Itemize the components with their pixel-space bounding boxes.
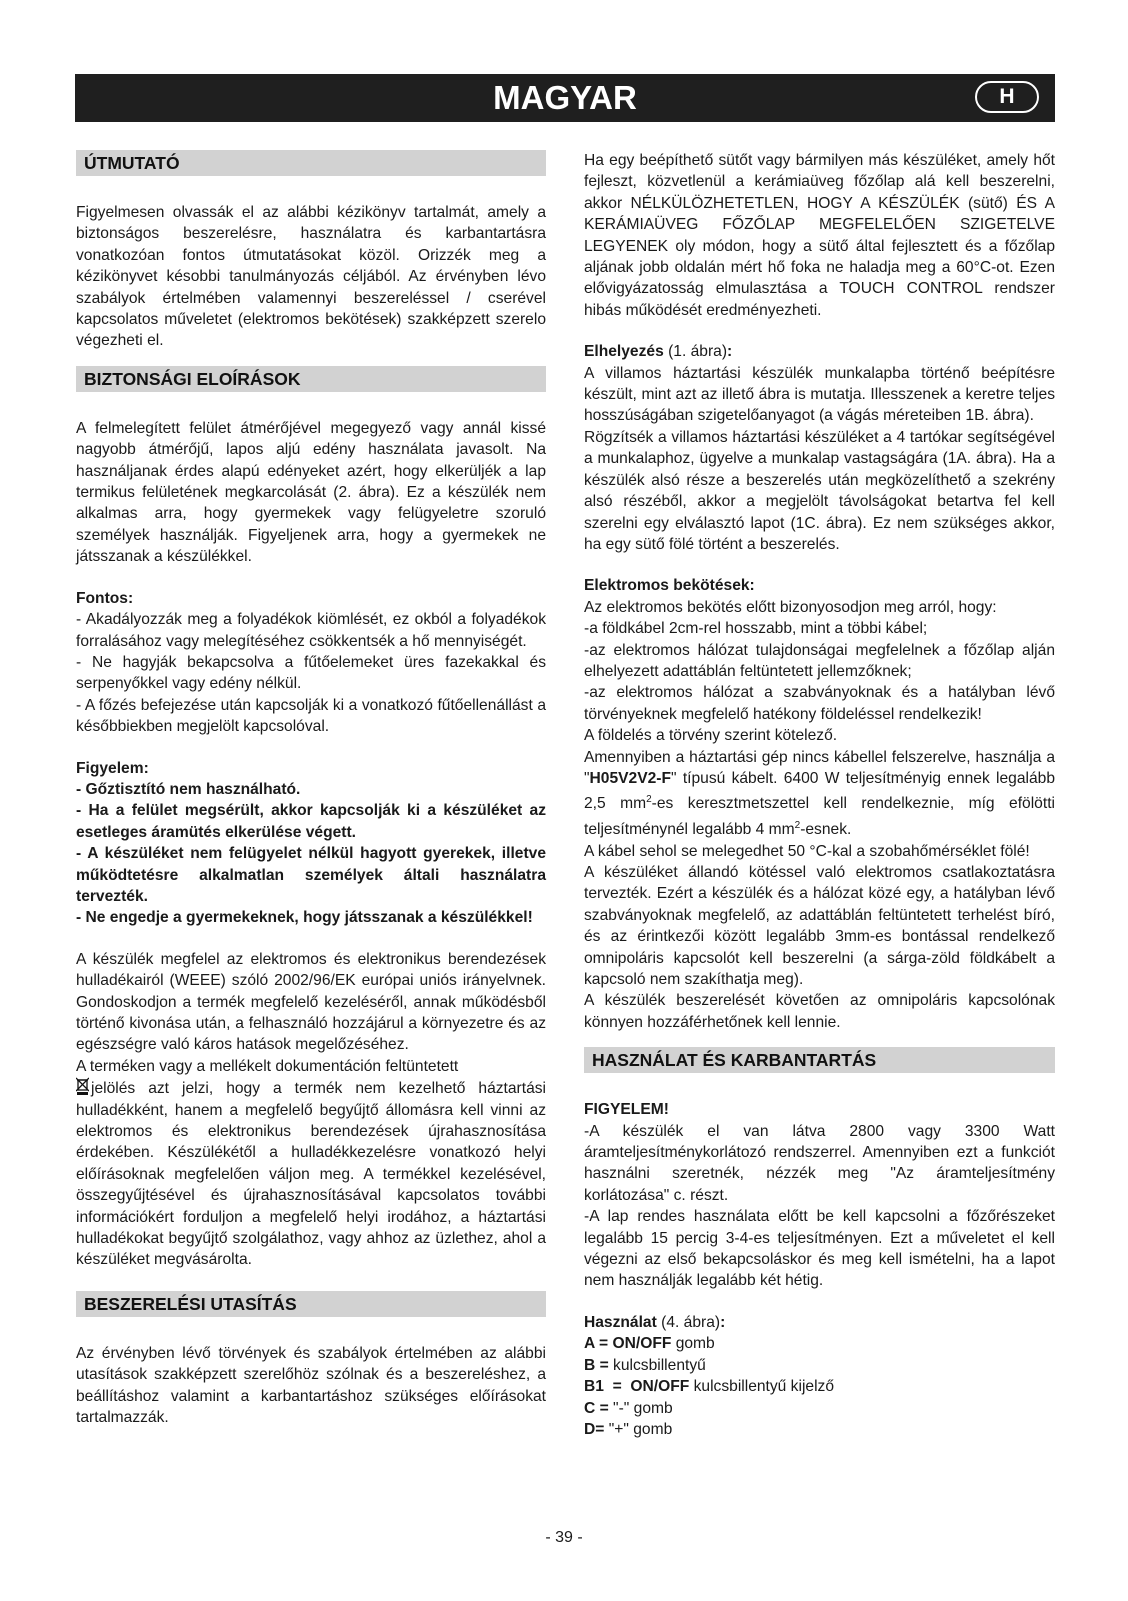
control-legend-item [584,1398,1055,1419]
paragraph-weee: A készülék megfelel az elektromos és elektronikus berendezések hulladékairól (WEEE) szóló 2002/96/EK európai uniós irányelvnek. Gondoskodjon a termék megfelelő kezeléséről, annak működésből történő kivonása után, a felhasználó hozzájárul a környezetre és az egészségre való káros hatások megelőzéséhez. [76,950,546,1054]
control-legend-item [584,1355,1055,1376]
warning-item: - Ne engedje a gyermekeknek, hogy játsszanak a készülékkel! [76,909,533,927]
section-heading-installation: BESZERELÉSI UTASÍTÁS [76,1291,546,1317]
control-key: A [584,1335,595,1353]
control-legend-item [584,1376,1055,1397]
right-column [584,150,1055,1440]
equals: = [594,1335,613,1353]
cable-type: H05V2V2-F [589,769,672,787]
subheading-fontos: Fontos: [76,589,134,607]
list-item: -az elektromos hálózat tulajdonságai megfelelnek a főzőlap alján elhelyezett adattáblán feltüntetett jellemzőknek; [584,641,1055,680]
weee-text: jelölés azt jelzi, hogy a termék nem kezelhető háztartási hulladékként, hanem a megfelelő begyűjtő állomásra kell vinni az elektromos és elektronikus berendezések újrahasznosítása érdekében. Készülékétől a hulladékkezelésre vonatkozó helyi előírásoknak megfelelően váljon meg. A termékkel kezelésével, összegyűjtésével és újrahasznosításával kapcsolatos további információkért forduljon a megfelelő helyi irodához, a háztartási hulladékokat begyűjtő szolgálathoz, vagy ahhoz az üzlethez, ahol a készüléket megvásárolta. [76,1080,546,1269]
control-label: kulcsbillentyű [613,1356,706,1374]
paragraph: A kábel sehol se melegedhet 50 °C-kal a szobahőmérséklet fölé! [584,842,1030,860]
control-label-bold: ON/OFF [612,1335,672,1353]
elhelyezes-label: Elhelyezés [584,343,664,361]
subheading-hasznalat [584,1312,1055,1333]
left-column [76,150,546,1429]
equals: = [595,1399,614,1417]
paragraph: Ha egy beépíthető sütőt vagy bármilyen más készüléket, amely hőt fejleszt, közvetlenül a kerámiaüveg főzőlap alá kell beszerelni, akkor NÉLKÜLÖZHETETLEN, HOGY A KÉSZÜLÉK (sütő) ÉS A KERÁMIAÜVEG FŐZŐLAP MEGFELELŐEN SZIGETELVE LEGYENEK oly módon, hogy a sütő által fejlesztett és a főzőlap aljának jobb oldalán mért hő foka ne haladja meg a 60°C-ot. Ezen elővigyázatosság elmulasztása a TOUCH CONTROL rendszer hibás működését eredményezheti. [584,152,1055,319]
control-label: "+" gomb [608,1420,673,1438]
warning-item: - A készüléket nem felügyelet nélkül hagyott gyerekek, illetve működtetésre alkalmatlan személyek általi használatra tervezték. [76,845,546,905]
control-key: B [584,1356,596,1374]
text-run: Amennyiben a háztartási gép nincs kábellel felszerelve, használja a " [584,748,1055,787]
crossed-bin-icon [76,1077,89,1095]
control-label-bold: ON/OFF [630,1378,690,1396]
control-label: kulcsbillentyű kijelző [689,1378,835,1396]
text-run: -es keresztmetszettel kell rendelkeznie, míg efölötti teljesítménynél legalább 4 mm [584,795,1055,839]
superscript: 2 [794,819,801,831]
paragraph-cable [584,747,1055,841]
hasznalat-label: Használat [584,1313,657,1331]
superscript: 2 [646,794,652,806]
colon: : [720,1313,726,1331]
paragraph: A felmelegített felület átmérőjével megegyező vagy annál kissé nagyobb átmérőjű, lapos aljú edény használata javasolt. Na használjanak érdes alapú edényeket azért, hogy elkerüljék a lap termikus felületének megkarcolását (2. ábra). Ez a készülék nem alkalmas arra, hogy gyermekek vagy felügyeletre szoruló személyek használják. Figyeljenek arra, hogy a gyermekek ne játsszanak a készülékkel. [76,419,546,566]
control-key: B1 [584,1378,604,1396]
subheading-elhelyezes [584,341,1055,362]
paragraph: Az elektromos bekötés előtt bizonyosodjon meg arról, hogy: [584,598,997,616]
paragraph-weee-mark [76,1077,546,1271]
paragraph: Rögzítsék a villamos háztartási készüléket a 4 tartókar segítségével a munkalaphoz, ügyelve a munkalap vastagságára (1A. ábra). Ha a készülék alsó része a beszerelés után megközelíthető a szekrény alsó részéből, akkor a megjelölt távolságokat betartva fel kell szerelni egy elválasztó lapot (1C. ábra). Ez nem szükséges akkor, ha egy sütő fölé történt a beszerelés. [584,428,1055,553]
paragraph: Figyelmesen olvassák el az alábbi kézikönyv tartalmát, amely a biztonságos beszerelésre, használatra és karbantartásra vonatkozóan fontos útmutatásokat közöl. Orizzék meg a kézikönyvet késobbi tanulmányozás céljából. Az érvényben lévo szabályok értelmében valamennyi beszereléssel / cserével kapcsolatos műveletet (elektromos bekötések) szakképzett szerelo végezheti el. [76,204,546,350]
subheading-figyelem: FIGYELEM! [584,1101,669,1119]
page-title: MAGYAR [493,79,637,116]
warning-item: - Gőztisztító nem használható. [76,780,301,798]
section-heading-usage: HASZNÁLAT ÉS KARBANTARTÁS [584,1047,1055,1073]
figure-ref: (1. ábra) [663,343,728,361]
control-list [584,1333,1055,1440]
control-label: gomb [671,1335,715,1353]
equals: = [595,1356,614,1374]
list-item: - A főzés befejezése után kapcsolják ki a vonatkozó fűtőellenállást a későbbiekben megjelölt kapcsolóval. [76,696,546,736]
text-run: -esnek. [800,821,852,839]
control-legend-item [584,1419,1055,1440]
paragraph: -A készülék el van látva 2800 vagy 3300 Watt áramteljesítménykorlátozó rendszerrel. Amennyiben ezt a funkciót használni szeretnék, nézzék meg "Az áramteljesítmény korlátozása" c. részt. [584,1122,1055,1204]
control-legend-item [584,1333,1055,1354]
paragraph: Az érvényben lévő törvények és szabályok értelmében az alábbi utasítások szakképzett szerelőhöz szólnak és a beszereléshez, a beállításhoz valamint a karbantartáshoz szükséges előírásokat tartalmazzák. [76,1344,546,1427]
figure-ref: (4. ábra) [656,1313,721,1331]
paragraph: A földelés a törvény szerint kötelező. [584,727,838,745]
section-heading-utmutato: ÚTMUTATÓ [76,150,546,176]
subheading-elektromos: Elektromos bekötések: [584,577,755,595]
subheading-figyelem: Figyelem: [76,759,149,777]
text-run: " típusú kábelt. 6400 W teljesítményig ennek legalább 2,5 mm [584,769,1055,813]
list-item: - Ne hagyják bekapcsolva a fűtőelemeket üres fazekakkal és serpenyőkkel vagy edény nélkül. [76,653,546,693]
paragraph: -A lap rendes használata előtt be kell kapcsolni a főzőrészeket legalább 15 percig 3-4-es teljesítményen. Ezt a műveletet el kell végezni az első bekapcsoláskor és meg kell ismételni, ha a lapot nem használják legalább két hétig. [584,1208,1055,1290]
equals: = [595,1420,609,1438]
list-item: - Akadályozzák meg a folyadékok kiömlését, ez okból a folyadékok forralásához vagy melegítéséhez csökkentsék a hő mennyiségét. [76,611,546,650]
control-key: D [584,1420,596,1438]
equals: = [603,1378,631,1396]
list-item: -a földkábel 2cm-rel hosszabb, mint a többi kábel; [584,620,928,638]
colon: : [727,343,733,361]
paragraph: A készülék beszerelését követően az omnipoláris kapcsolónak könnyen hozzáférhetőnek kell lennie. [584,992,1055,1031]
page-number: - 39 - [545,1529,583,1546]
section-heading-safety: BIZTONSÁGI ELOÍRÁSOK [76,366,546,392]
language-header-bar [75,74,1055,122]
list-item: -az elektromos hálózat a szabványoknak és a hatályban lévő törvényeknek megfelelő hatékony földeléssel rendelkezik! [584,684,1055,723]
warning-item: - Ha a felület megsérült, akkor kapcsolják ki a készüléket az esetleges áramütés elkerülése végett. [76,802,546,841]
control-label: "-" gomb [613,1399,673,1417]
paragraph: A készüléket állandó kötéssel való elektromos csatlakoztatásra tervezték. Ezért a készülék és a hálózat közé egy, a hatályban lévő szabványoknak megfelelő, az adattáblán feltüntetett terhelést bíró, és az érintkezői között legalább 3mm-es bontással rendelkező omnipoláris kapcsolót kell beszerelni (a sárga-zöld földkábelt a kapcsoló nem szakíthatja meg). [584,863,1055,988]
paragraph-weee: A terméken vagy a mellékelt dokumentáción feltüntetett [76,1057,459,1075]
language-badge: H [975,81,1039,113]
control-key: C [584,1399,596,1417]
paragraph: A villamos háztartási készülék munkalapba történő beépítésre készült, mint azt az illető ábra is mutatja. Illesszenek a keretre teljes hosszúságában szigetelőanyagot (a vágás méreteiben 1B. ábra). [584,364,1055,425]
